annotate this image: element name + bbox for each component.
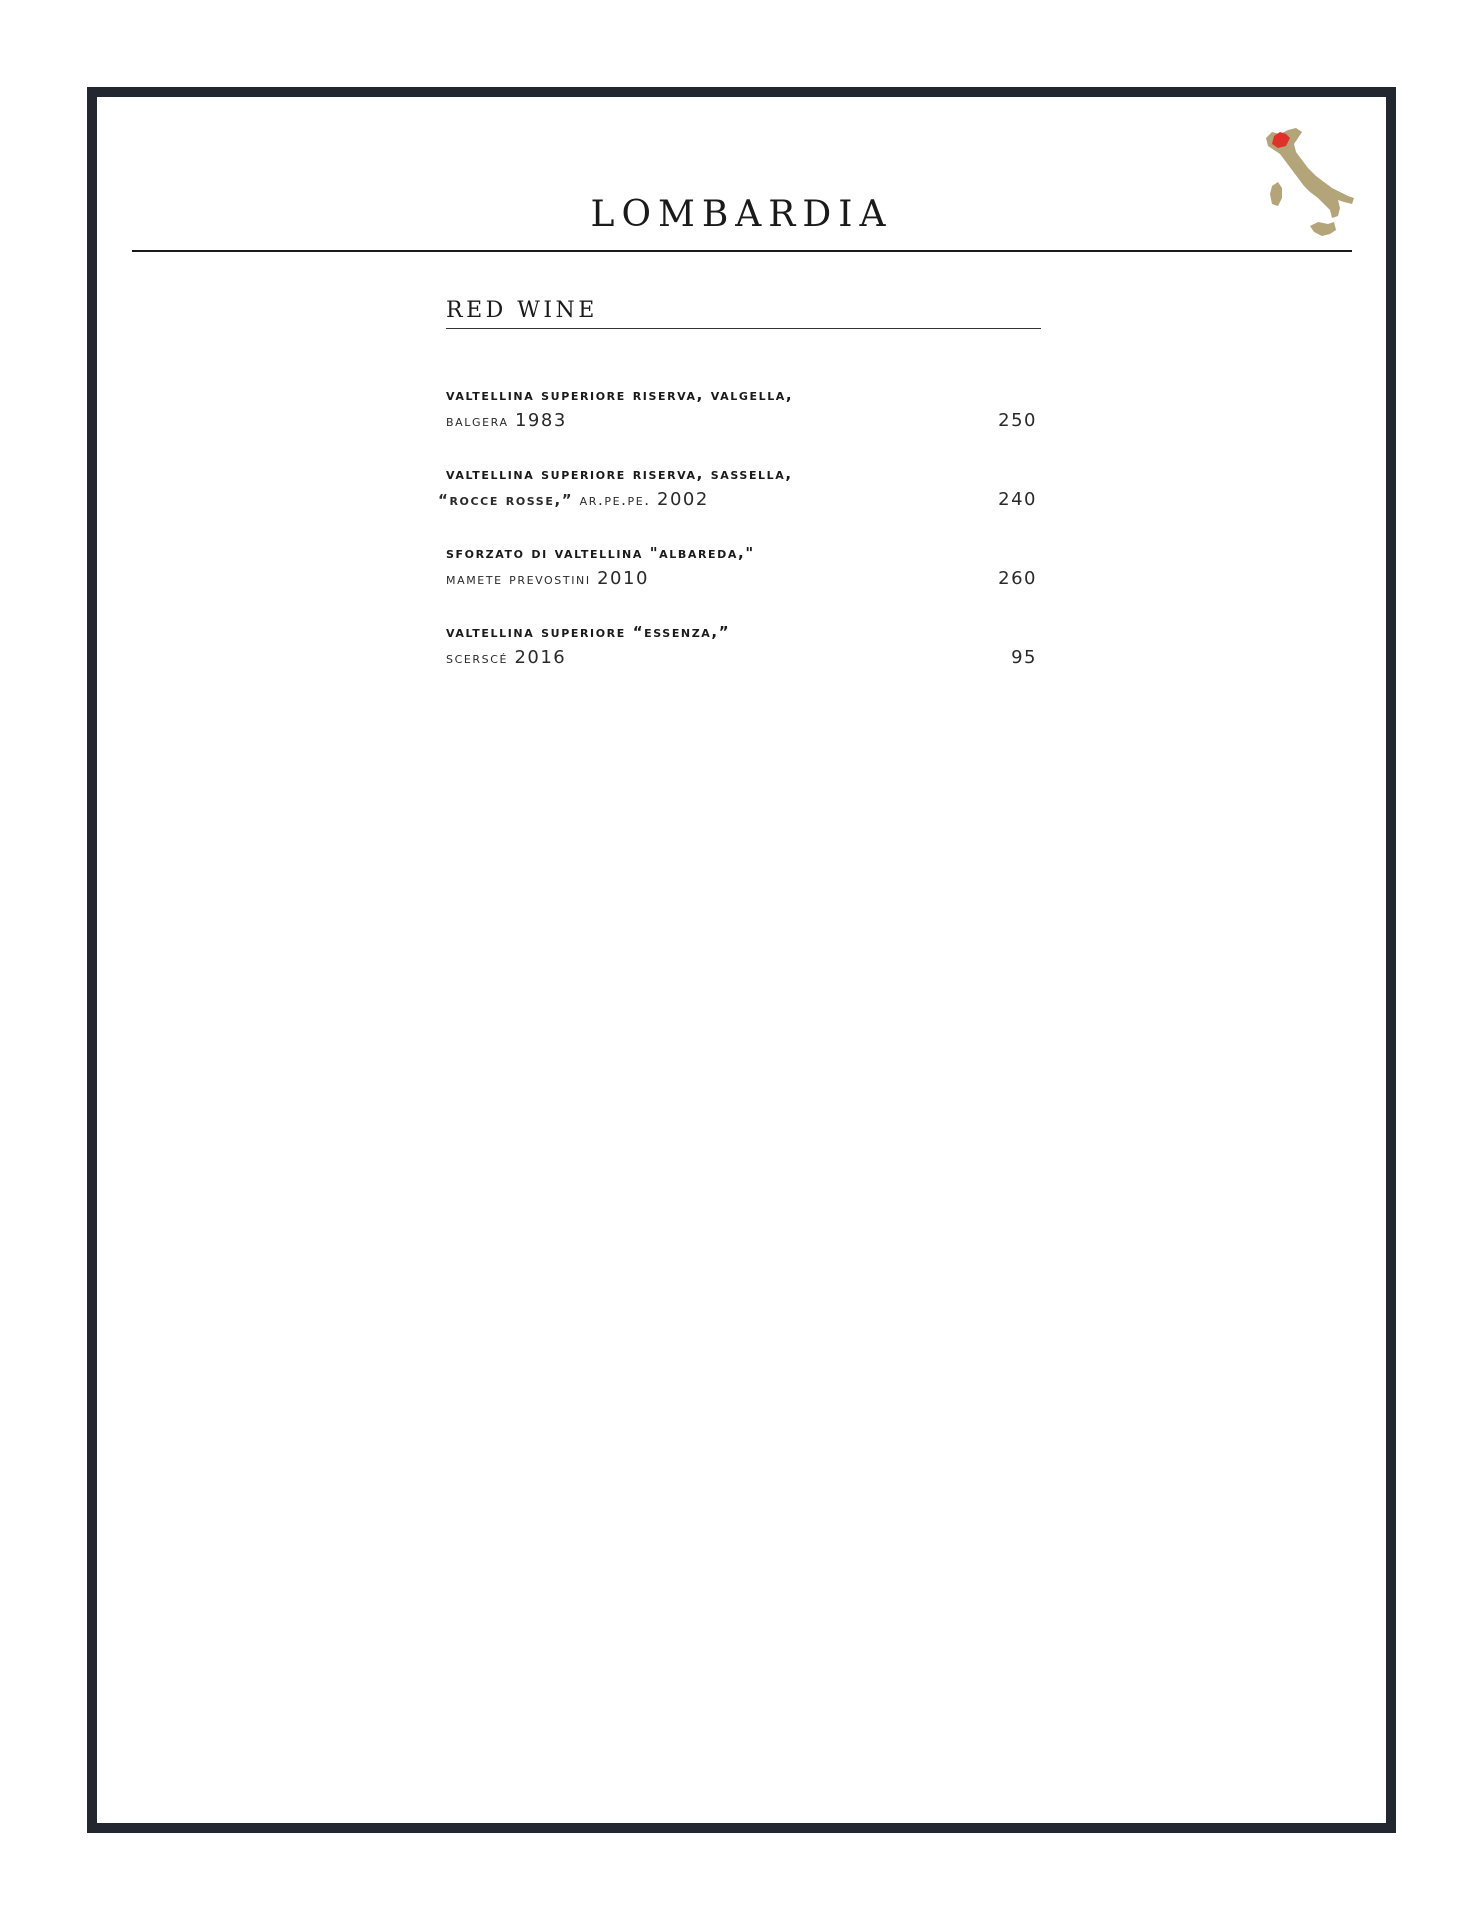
wine-name: valtellina superiore riserva, valgella, [446, 386, 794, 404]
wine-producer: ar.pe.pe. [579, 491, 651, 509]
wine-producer: mamete prevostini [446, 570, 591, 588]
wine-producer-line [438, 487, 1041, 513]
page-frame [87, 87, 1396, 1833]
wine-cuvee: “rocce rosse,” [438, 491, 574, 509]
wine-vintage: 2016 [514, 647, 567, 668]
wine-name: sforzato di valtellina "albareda," [446, 544, 755, 562]
wine-price: 95 [1011, 647, 1037, 668]
section-heading-red-wine: RED WINE [446, 298, 598, 323]
wine-item [446, 540, 1041, 619]
wine-item [446, 382, 1041, 461]
wine-price: 250 [998, 410, 1037, 431]
wine-vintage: 2002 [657, 489, 709, 510]
italy-map-icon [1258, 124, 1358, 240]
wine-producer-line [446, 408, 1041, 434]
wine-list [438, 382, 1041, 698]
wine-producer: scerscé [446, 649, 509, 667]
title-divider [132, 250, 1352, 252]
wine-item [446, 619, 1041, 698]
wine-producer: balgera [446, 412, 509, 430]
wine-price: 260 [998, 568, 1037, 589]
wine-name: valtellina superiore “essenza,” [446, 623, 731, 641]
sardinia-shape [1270, 182, 1282, 206]
wine-producer-line [446, 645, 1041, 671]
region-title: LOMBARDIA [590, 194, 893, 235]
wine-vintage: 1983 [514, 410, 567, 431]
sicily-shape [1310, 222, 1336, 236]
wine-price: 240 [998, 489, 1037, 510]
wine-name: valtellina superiore riserva, sassella, [446, 465, 793, 483]
section-divider [446, 328, 1041, 329]
wine-producer-line [446, 566, 1041, 592]
wine-vintage: 2010 [597, 568, 649, 589]
wine-item [438, 461, 1041, 540]
